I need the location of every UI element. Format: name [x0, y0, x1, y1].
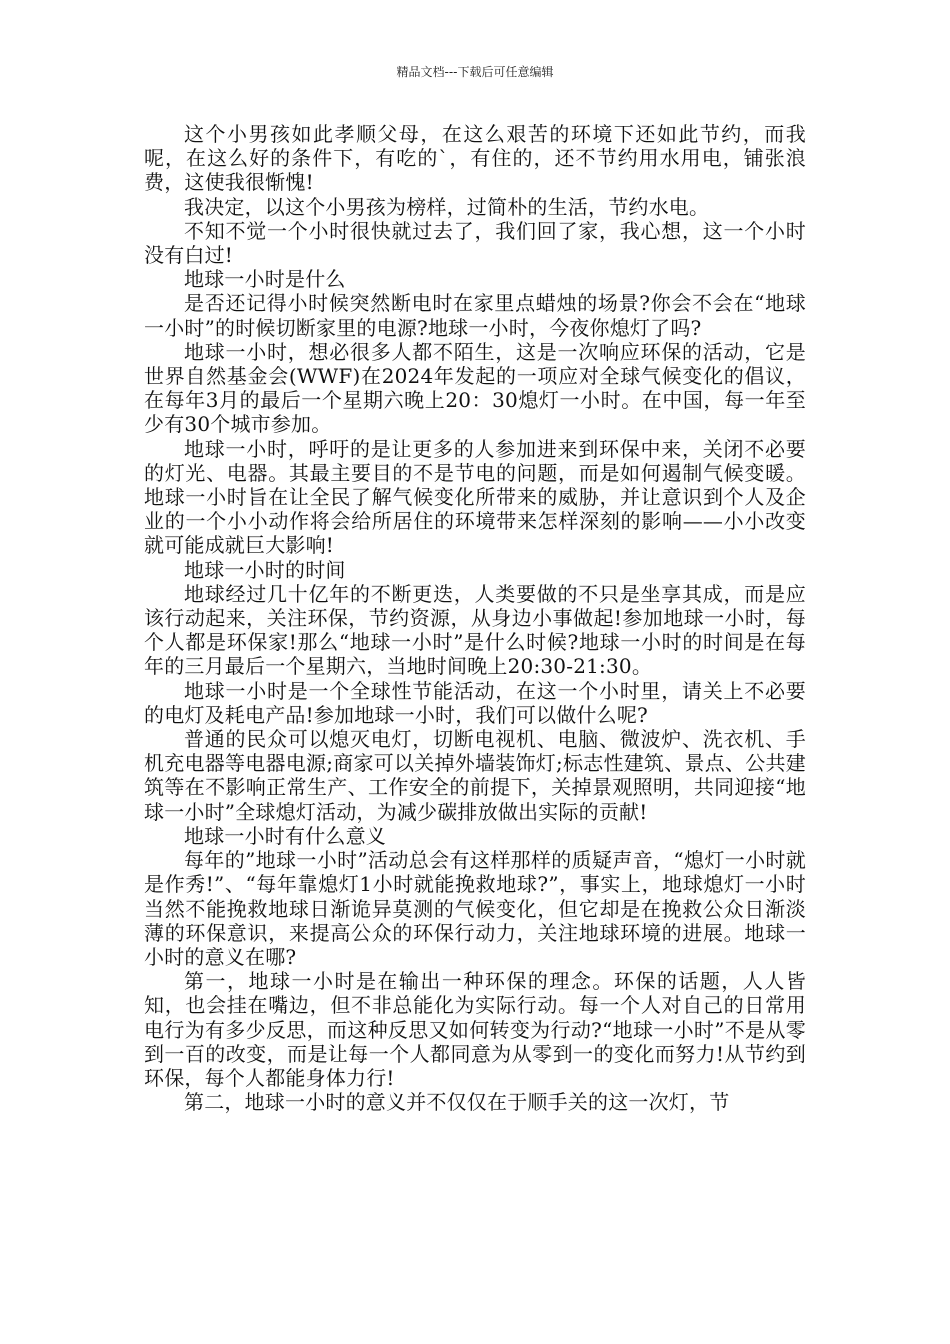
- section-heading: 地球一小时是什么: [184, 267, 346, 292]
- paragraph: 地球经过几十亿年的不断更迭，人类要做的不只是坐享其成，而是应该行动起来，关注环保，节约资源，从身边小事做起!参加地球一小时，每个人都是环保家!那么“地球一小时”是什么时候?地球一小时的时间是在每年的三月最后一个星期六，当地时间晚上20:30-21:30。: [144, 581, 806, 679]
- paragraph: 不知不觉一个小时很快就过去了，我们回了家，我心想，这一个小时没有白过!: [144, 218, 806, 268]
- paragraph: 第二，地球一小时的意义并不仅仅在于顺手关的这一次灯，节: [184, 1090, 730, 1115]
- paragraph: 地球一小时，呼吁的是让更多的人参加进来到环保中来，关闭不必要的灯光、电器。其最主要目的不是节电的问题，而是如何遏制气候变暖。地球一小时旨在让全民了解气候变化所带来的威胁，并让意识到个人及企业的一个小小动作将会给所居住的环境带来怎样深刻的影响——小小改变就可能成就巨大影响!: [144, 436, 806, 558]
- paragraph: 是否还记得小时候突然断电时在家里点蜡烛的场景?你会不会在“地球一小时”的时候切断家里的电源?地球一小时，今夜你熄灯了吗?: [144, 291, 806, 340]
- paragraph: 我决定，以这个小男孩为榜样，过简朴的生活，节约水电。: [184, 194, 710, 219]
- section-heading: 地球一小时有什么意义: [184, 823, 386, 848]
- paragraph: 地球一小时是一个全球性节能活动，在这一个小时里，请关上不必要的电灯及耗电产品!参加地球一小时，我们可以做什么呢?: [144, 678, 806, 727]
- paragraph: 普通的民众可以熄灭电灯，切断电视机、电脑、微波炉、洗衣机、手机充电器等电器电源;商家可以关掉外墙装饰灯;标志性建筑、景点、公共建筑等在不影响正常生产、工作安全的前提下，关掉景观照明，共同迎接“地球一小时”全球熄灯活动，为减少碳排放做出实际的贡献!: [144, 727, 806, 824]
- paragraph: 这个小男孩如此孝顺父母，在这么艰苦的环境下还如此节约，而我呢，在这么好的条件下，有吃的`，有住的，还不节约用水用电，铺张浪费，这使我很惭愧!: [144, 122, 806, 195]
- document-body: [144, 122, 806, 1114]
- paragraph: 第一，地球一小时是在输出一种环保的理念。环保的话题，人人皆知，也会挂在嘴边，但不非总能化为实际行动。每一个人对自己的日常用电行为有多少反思，而这种反思又如何转变为行动?“地球一小时”不是从零到一百的改变，而是让每一个人都同意为从零到一的变化而努力!从节约到环保，每个人都能身体力行!: [144, 969, 806, 1090]
- paragraph: 每年的”地球一小时”活动总会有这样那样的质疑声音，“熄灯一小时就是作秀!”、“每年靠熄灯1小时就能挽救地球?”，事实上，地球熄灯一小时当然不能挽救地球日渐诡异莫测的气候变化，但它却是在挽救公众日渐淡薄的环保意识，来提高公众的环保行动力，关注地球环境的进展。地球一小时的意义在哪?: [144, 848, 806, 969]
- section-heading: 地球一小时的时间: [184, 557, 346, 582]
- page-header: 精品文档---下载后可任意编辑: [396, 65, 554, 79]
- paragraph: 地球一小时，想必很多人都不陌生，这是一次响应环保的活动，它是世界自然基金会(WWF)在2024年发起的一项应对全球气候变化的倡议，在每年3月的最后一个星期六晚上20：30熄灯一小时。在中国，每一年至少有30个城市参加。: [144, 339, 806, 437]
